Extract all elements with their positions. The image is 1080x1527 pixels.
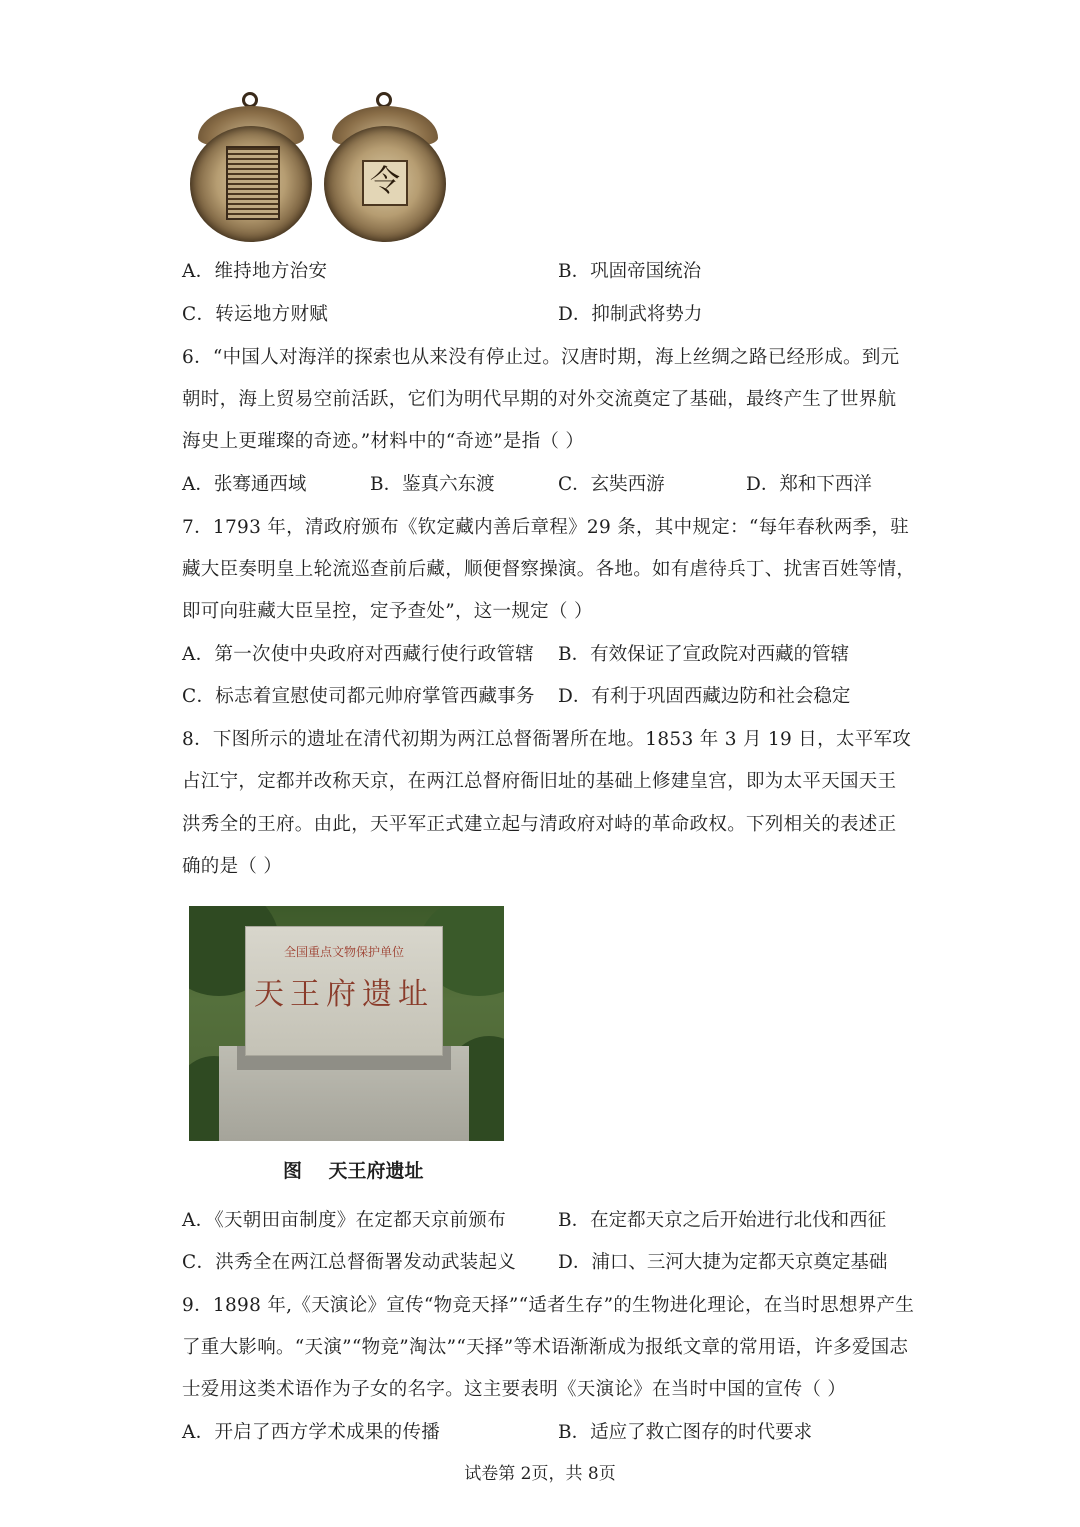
q6-option-c: C．玄奘西游	[558, 474, 665, 495]
token-image-left	[190, 92, 312, 242]
token-glyph: 令	[362, 160, 408, 206]
q7-text-line: 7．1793 年，清政府颁布《钦定藏内善后章程》29 条，其中规定：“每年春秋两季，驻	[182, 517, 910, 538]
q7-option-d: D．有利于巩固西藏边防和社会稳定	[558, 686, 851, 707]
q7-option-a: A．第一次使中央政府对西藏行使行政管辖	[182, 644, 535, 665]
q8-option-d: D．浦口、三河大捷为定都天京奠定基础	[558, 1252, 888, 1273]
q8-text-line: 洪秀全的王府。由此，天平军正式建立起与清政府对峙的革命政权。下列相关的表述正	[182, 814, 897, 835]
q9-option-a: A．开启了西方学术成果的传播	[182, 1422, 441, 1443]
q9-option-b: B．适应了救亡图存的时代要求	[558, 1422, 813, 1443]
q5-option-c: C．转运地方财赋	[182, 304, 329, 325]
figure-caption: 图 天王府遗址	[283, 1160, 424, 1182]
q8-text-line: 占江宁，定都并改称天京，在两江总督府衙旧址的基础上修建皇宫，即为太平天国天王	[182, 771, 897, 792]
page-footer: 试卷第 2页，共 8页	[464, 1464, 616, 1484]
q7-option-c: C．标志着宣慰使司都元帅府掌管西藏事务	[182, 686, 535, 707]
token-image-right	[324, 92, 446, 242]
q6-option-a: A．张骞通西域	[182, 474, 307, 495]
q8-option-c: C．洪秀全在两江总督衙署发动武装起义	[182, 1252, 517, 1273]
monument-heading: 全国重点文物保护单位	[283, 945, 404, 959]
q6-option-b: B．鉴真六东渡	[370, 474, 495, 495]
q8-option-b: B．在定都天京之后开始进行北伐和西征	[558, 1210, 887, 1231]
q5-option-b: B．巩固帝国统治	[558, 261, 702, 282]
token-inscription-panel	[226, 146, 280, 220]
q8-text-line: 确的是（ ）	[182, 856, 283, 877]
q5-option-a: A．维持地方治安	[182, 261, 328, 282]
q5-option-d: D．抑制武将势力	[558, 304, 703, 325]
monument-stone	[245, 926, 443, 1056]
q6-text-line: 海史上更璀璨的奇迹。”材料中的“奇迹”是指（ ）	[182, 431, 585, 452]
q6-text-line: 朝时，海上贸易空前活跃，它们为明代早期的对外交流奠定了基础，最终产生了世界航	[182, 389, 897, 410]
q7-option-b: B．有效保证了宣政院对西藏的管辖	[558, 644, 850, 665]
q8-option-a: A．《天朝田亩制度》在定都天京前颁布	[182, 1210, 507, 1231]
q9-text-line: 9．1898 年,《天演论》宣传“物竞天择”“适者生存”的生物进化理论，在当时思想界产生	[182, 1295, 915, 1316]
tianwangfu-site-photo	[189, 906, 504, 1141]
q6-option-d: D．郑和下西洋	[746, 474, 872, 495]
q7-text-line: 藏大臣奏明皇上轮流巡查前后藏，顺便督察操演。各地。如有虐待兵丁、扰害百姓等情，	[182, 559, 916, 580]
q6-text-line: 6．“中国人对海洋的探索也从来没有停止过。汉唐时期，海上丝绸之路已经形成。到元	[182, 347, 900, 368]
q9-text-line: 士爱用这类术语作为子女的名字。这主要表明《天演论》在当时中国的宣传（ ）	[182, 1379, 847, 1400]
q8-text-line: 8．下图所示的遗址在清代初期为两江总督衙署所在地。1853 年 3 月 19 日，太平军攻	[182, 729, 912, 750]
monument-inscription: 天王府遗址	[254, 977, 434, 1012]
q9-text-line: 了重大影响。“天演”“物竞”淘汰”“天择”等术语渐渐成为报纸文章的常用语，许多爱国志	[182, 1337, 909, 1358]
q7-text-line: 即可向驻藏大臣呈控，定予查处”，这一规定（ ）	[182, 601, 593, 622]
